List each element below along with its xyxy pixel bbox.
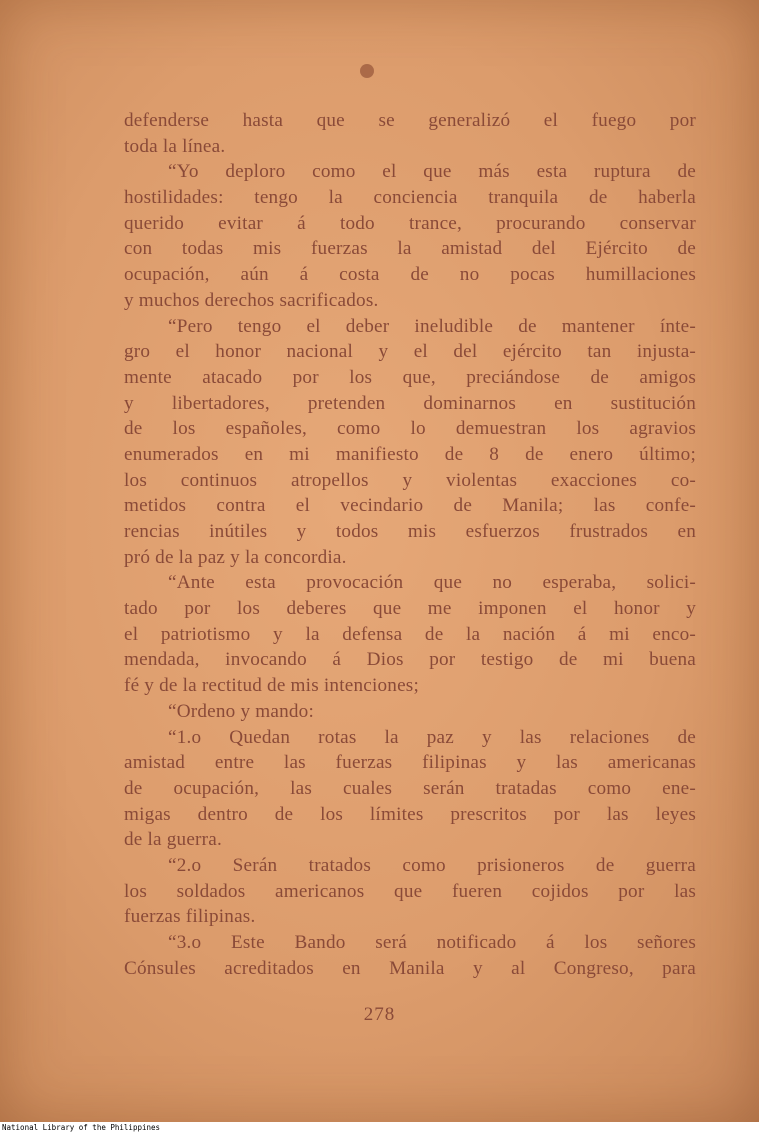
text-line: “3.o Este Bando será notificado á los señores: [168, 932, 696, 953]
text-line: y libertadores, pretenden dominarnos en sustitución: [124, 392, 696, 414]
text-line: de la guerra.: [124, 829, 222, 851]
text-line: con todas mis fuerzas la amistad del Ejército de: [124, 238, 696, 260]
text-line: “Ante esta provocación que no esperaba, solici-: [168, 572, 696, 594]
text-line: pró de la paz y la concordia.: [124, 546, 347, 568]
body-text: [124, 108, 696, 981]
text-line: migas dentro de los límites prescritos por las leyes: [124, 803, 696, 825]
text-line: mendada, invocando á Dios por testigo de mi buena: [124, 649, 696, 671]
library-credit: National Library of the Philippines: [2, 1123, 161, 1132]
text-line: fuerzas filipinas.: [124, 906, 256, 928]
text-line: de ocupación, las cuales serán tratadas como ene-: [124, 777, 696, 799]
text-line: ocupación, aún á costa de no pocas humillaciones: [124, 264, 696, 286]
text-line: enumerados en mi manifiesto de 8 de enero último;: [124, 443, 696, 465]
text-line: los continuos atropellos y violentas exacciones co-: [124, 469, 696, 491]
text-line: querido evitar á todo trance, procurando conservar: [124, 212, 696, 234]
text-line: amistad entre las fuerzas filipinas y las americanas: [124, 752, 696, 774]
page-number: 278: [363, 1004, 396, 1025]
text-line: fé y de la rectitud de mis intenciones;: [124, 675, 419, 697]
text-line: mente atacado por los que, preciándose de amigos: [124, 366, 696, 388]
text-line: “2.o Serán tratados como prisioneros de guerra: [168, 854, 696, 876]
text-line: y muchos derechos sacrificados.: [124, 289, 379, 311]
text-line: metidos contra el vecindario de Manila; las confe-: [124, 495, 696, 517]
text-line: “Yo deploro como el que más esta ruptura de: [168, 161, 696, 183]
text-line: el patriotismo y la defensa de la nación á mi enco-: [124, 623, 696, 645]
text-line: rencias inútiles y todos mis esfuerzos frustrados en: [124, 521, 696, 542]
text-line: “Ordeno y mando:: [168, 700, 315, 722]
text-line: gro el honor nacional y el del ejército tan injusta-: [124, 341, 696, 363]
text-line: defenderse hasta que se generalizó el fuego por: [124, 110, 696, 131]
text-line: de los españoles, como lo demuestran los agravios: [124, 418, 696, 440]
text-line: Cónsules acreditados en Manila y al Congreso, para: [124, 957, 696, 979]
text-line: los soldados americanos que fueren cojidos por las: [124, 880, 696, 902]
text-line: hostilidades: tengo la conciencia tranquila de haberla: [124, 187, 696, 209]
text-line: tado por los deberes que me imponen el honor y: [124, 598, 696, 620]
text-line: toda la línea.: [124, 135, 226, 157]
ornament-dot: [360, 64, 374, 78]
text-line: “Pero tengo el deber ineludible de mantener ínte-: [168, 315, 696, 337]
text-line: “1.o Quedan rotas la paz y las relaciones de: [168, 726, 696, 748]
